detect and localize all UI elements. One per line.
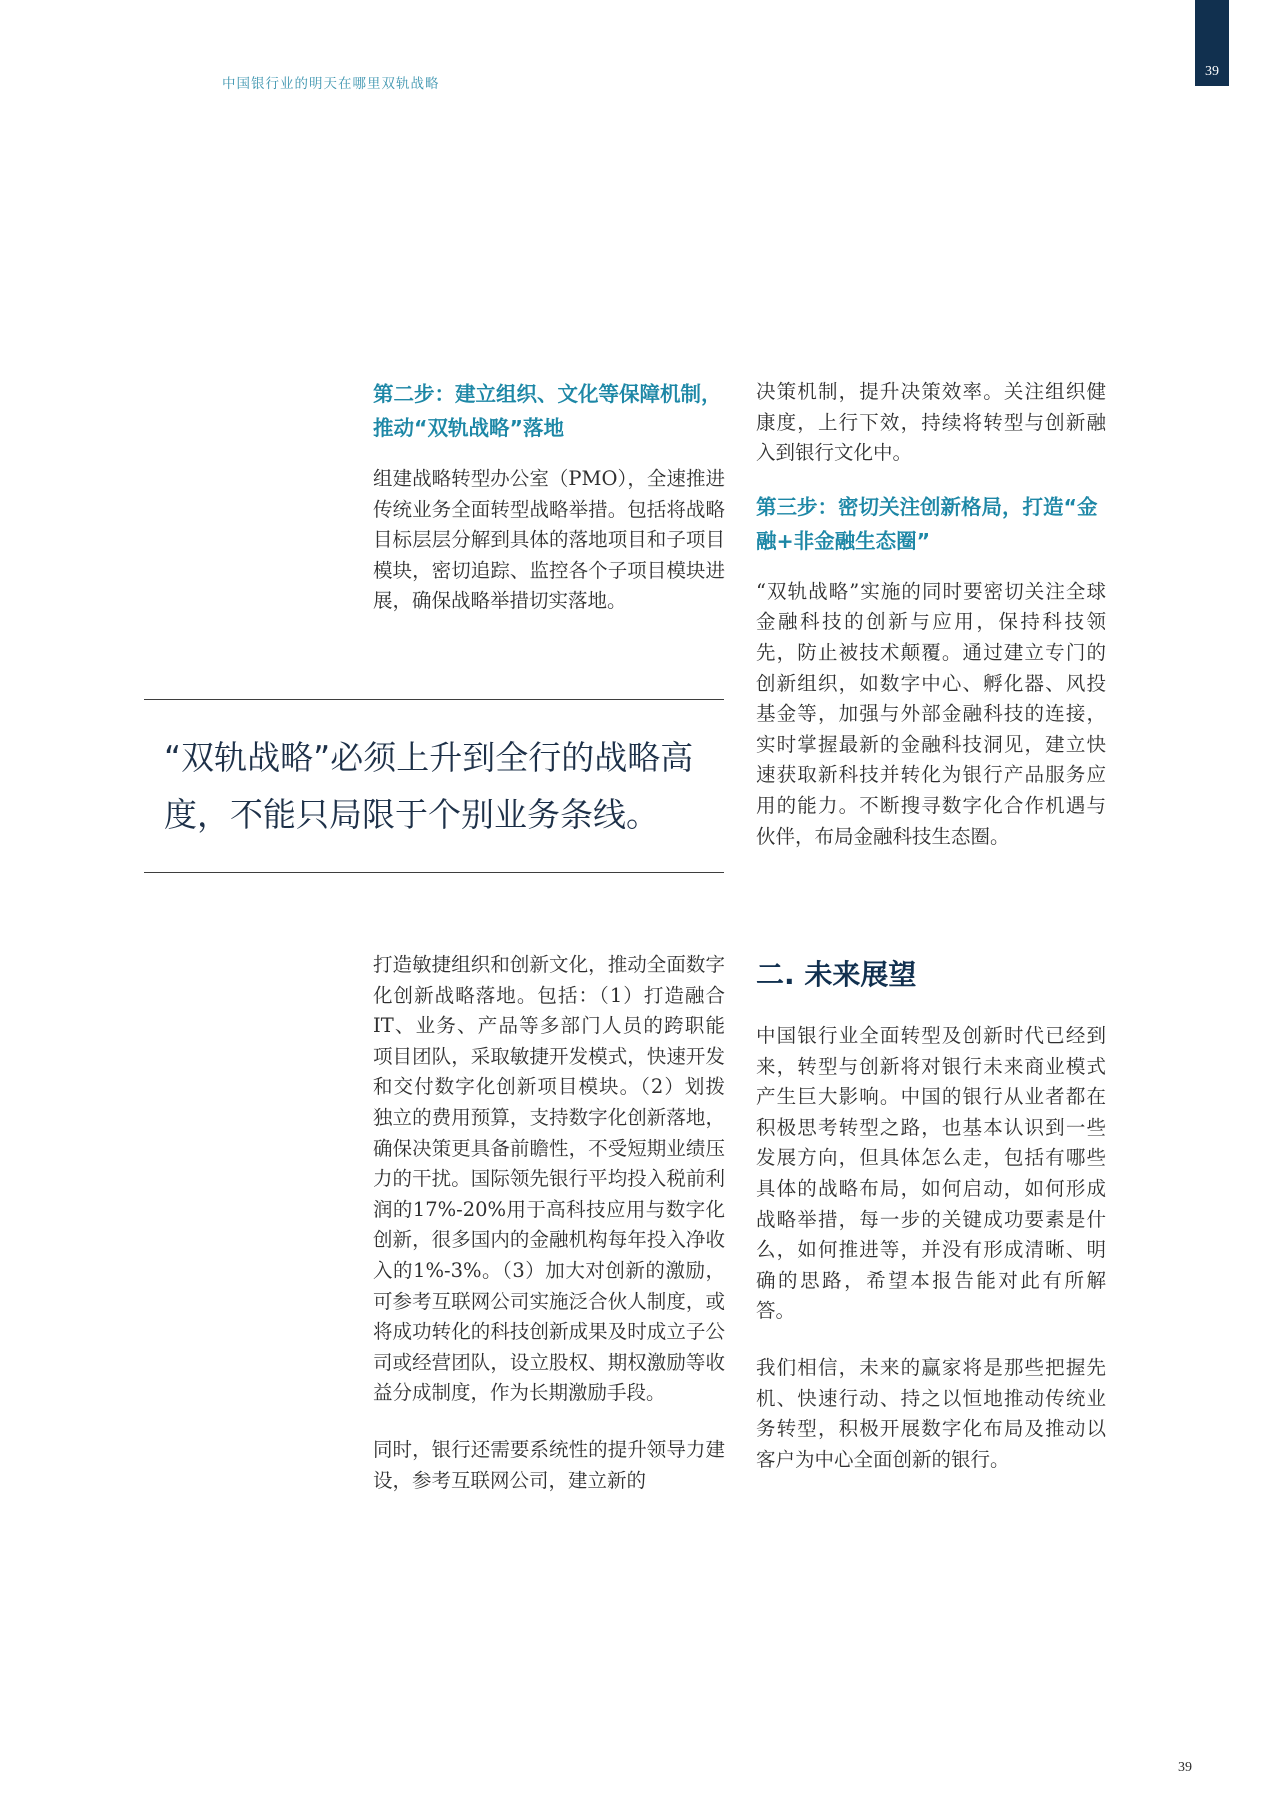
- step-three-subhead: 第三步：密切关注创新格局，打造“金融+非金融生态圈”: [756, 494, 1098, 553]
- conclusion-paragraph: 我们相信，未来的赢家将是那些把握先机、快速行动、持之以恒地推动传统业务转型，积极开展数字化布局及推动以客户为中心全面创新的银行。: [756, 1355, 1106, 1471]
- left-column-bottom: [373, 950, 725, 1496]
- step-two-subhead: 第二步：建立组织、文化等保障机制，推动“双轨战略”落地: [373, 382, 722, 440]
- pull-quote-box: [144, 699, 724, 873]
- step-two-paragraph: 组建战略转型办公室（PMO），全速推进传统业务全面转型战略举措。包括将战略目标层层分解到具体的落地项目和子项目模块，密切追踪、监控各个子项目模块进展，确保战略举措切实落地。: [373, 467, 725, 613]
- page-tab-number: 39: [1205, 64, 1219, 79]
- continued-paragraph: 决策机制，提升决策效率。关注组织健康度，上行下效，持续将转型与创新融入到银行文化中。: [756, 380, 1106, 465]
- outlook-paragraph: 中国银行业全面转型及创新时代已经到来，转型与创新将对银行未来商业模式产生巨大影响。中国的银行从业者都在积极思考转型之路，也基本认识到一些发展方向，但具体怎么走，包括有哪些具体的战略布局，如何启动，如何形成战略举措，每一步的关键成功要素是什么，如何推进等，并没有形成清晰、明确的思路，希望本报告能对此有所解答。: [756, 1024, 1106, 1323]
- culture-paragraph: 打造敏捷组织和创新文化，推动全面数字化创新战略落地。包括：（1）打造融合IT、业务、产品等多部门人员的跨职能项目团队，采取敏捷开发模式，快速开发和交付数字化创新项目模块。（2）划拨独立的费用预算，支持数字化创新落地，确保决策更具备前瞻性，不受短期业绩压力的干扰。国际领先银行平均投入税前利润的17%-20%用于高科技应用与数字化创新，很多国内的金融机构每年投入净收入的1%-3%。（3）加大对创新的激励，可参考互联网公司实施泛合伙人制度，或将成功转化的科技创新成果及时成立子公司或经营团队，设立股权、期权激励等收益分成制度，作为长期激励手段。: [373, 953, 725, 1405]
- right-column-top: [756, 377, 1106, 852]
- page-tab: [1195, 0, 1229, 86]
- leadership-paragraph: 同时，银行还需要系统性的提升领导力建设，参考互联网公司，建立新的: [373, 1437, 725, 1492]
- step-three-paragraph: “双轨战略”实施的同时要密切关注全球金融科技的创新与应用，保持科技领先，防止被技术颠覆。通过建立专门的创新组织，如数字中心、孵化器、风投基金等，加强与外部金融科技的连接，实时掌握最新的金融科技洞见，建立快速获取新科技并转化为银行产品服务应用的能力。不断搜寻数字化合作机遇与伙伴，布局金融科技生态圈。: [756, 579, 1106, 848]
- pull-quote: “双轨战略”必须上升到全行的战略高度，不能只局限于个别业务条线。: [164, 738, 694, 834]
- section-title: 二. 未来展望: [756, 958, 917, 991]
- running-head: 中国银行业的明天在哪里双轨战略: [222, 76, 440, 92]
- right-column-bottom: [756, 955, 1106, 1475]
- page-number: 39: [1178, 1760, 1192, 1775]
- left-column-top: [373, 377, 725, 617]
